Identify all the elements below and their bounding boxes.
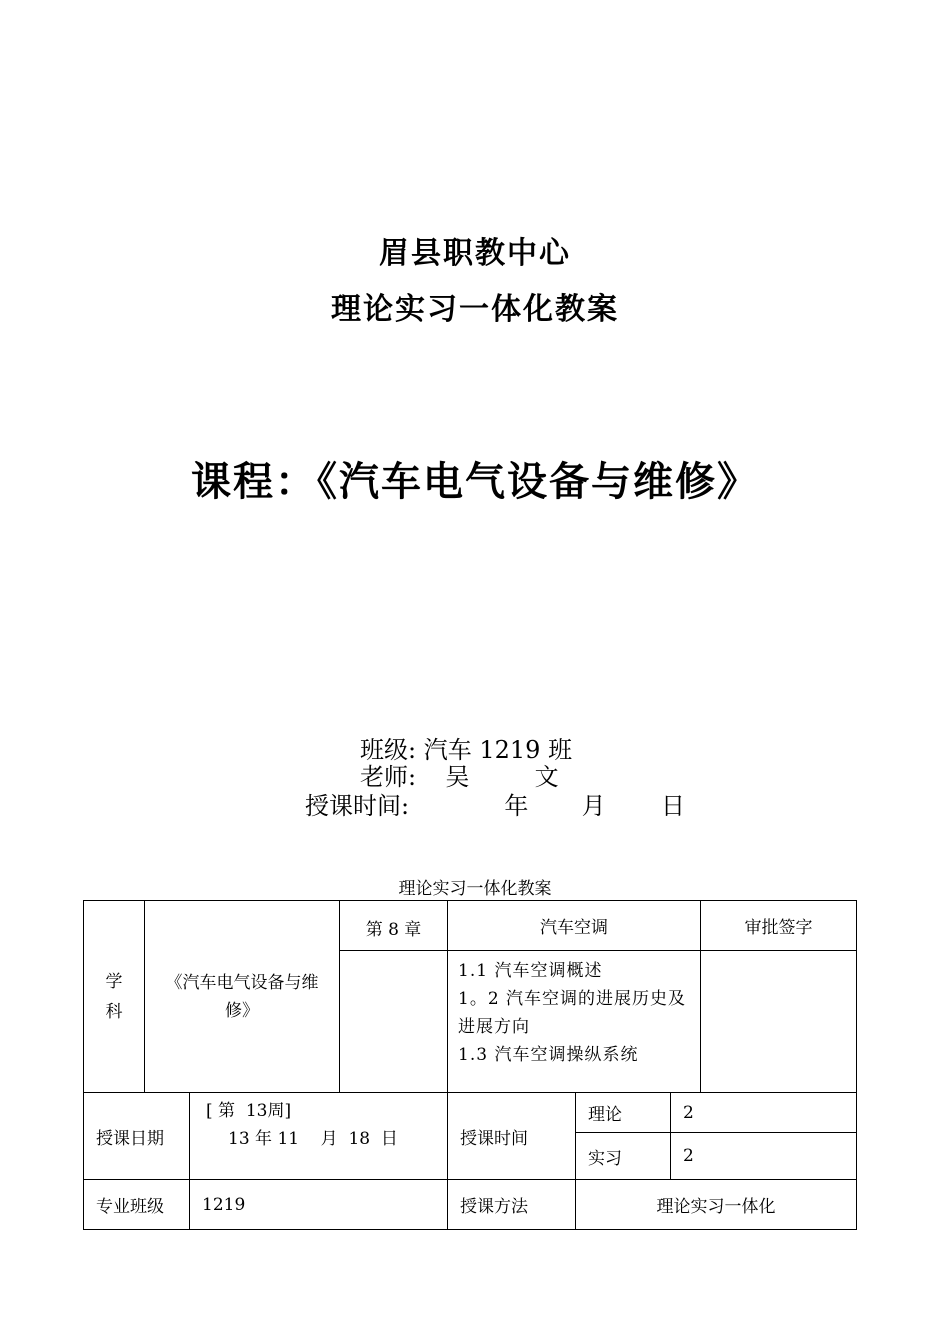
chapter-title: 汽车空调 (540, 918, 608, 938)
month-unit: 月 (581, 792, 606, 820)
class-label: 班级: (360, 736, 417, 764)
week-number: [ 第 13周] (206, 1101, 292, 1121)
chapter-title-cell (448, 901, 701, 951)
theory-hours: 2 (683, 1102, 694, 1123)
subject-value-cell (145, 901, 340, 1093)
date-value-cell (190, 1093, 448, 1180)
subject-label-line-2: 科 (105, 1001, 123, 1022)
method-value: 理论实习一体化 (656, 1197, 776, 1217)
lesson-date: 13 年 11 月 18 日 (228, 1129, 398, 1149)
teacher-label: 老师: (360, 763, 417, 791)
chapter-number: 第 8 章 (365, 920, 422, 940)
class-value: 汽车 1219 班 (423, 736, 573, 764)
document-subtitle: 理论实习一体化教案 (331, 292, 619, 327)
chapter-blank-cell (340, 951, 448, 1093)
theory-label: 理论 (588, 1105, 622, 1125)
school-name: 眉县职教中心 (379, 236, 571, 271)
method-label-cell (448, 1180, 576, 1230)
date-label-cell (84, 1093, 190, 1180)
major-value: 1219 (202, 1194, 246, 1215)
hours-label: 授课时间 (460, 1128, 528, 1149)
day-unit: 日 (660, 792, 685, 820)
practice-label-cell (576, 1133, 671, 1180)
major-label-cell (84, 1180, 190, 1230)
lesson-plan-table (83, 900, 857, 1230)
method-label: 授课方法 (460, 1197, 528, 1217)
lesson-time-line (305, 786, 685, 821)
practice-hours: 2 (683, 1146, 694, 1166)
theory-hours-cell (671, 1093, 857, 1133)
teacher-surname: 吴 (445, 763, 470, 791)
subject-label-line-1: 学 (105, 971, 123, 992)
approval-label: 审批签字 (744, 918, 813, 938)
subject-label-cell (84, 901, 145, 1093)
method-value-cell (576, 1180, 857, 1230)
practice-hours-cell (671, 1133, 857, 1180)
subject-value-line-1: 《汽车电气设备与维 (165, 972, 319, 993)
practice-label: 实习 (588, 1148, 622, 1169)
year-unit: 年 (504, 792, 529, 820)
lesson-time-label: 授课时间: (305, 792, 410, 820)
approval-label-cell (701, 901, 857, 951)
teacher-given-name: 文 (534, 763, 559, 791)
topic-item: 1。2 汽车空调的进展历史及进展方向 (458, 989, 687, 1037)
theory-label-cell (576, 1093, 671, 1133)
major-value-cell (190, 1180, 448, 1230)
date-label: 授课日期 (96, 1128, 164, 1149)
chapter-cell (340, 901, 448, 951)
major-label: 专业班级 (96, 1197, 164, 1217)
topic-item: 1.1 汽车空调概述 (458, 961, 603, 981)
subject-value-line-2: 修》 (225, 1000, 259, 1021)
table-caption: 理论实习一体化教案 (398, 879, 552, 899)
hours-label-cell (448, 1093, 576, 1180)
course-title: 课程：《汽车电气设备与维修》 (191, 458, 759, 505)
approval-signature-cell (701, 951, 857, 1093)
topics-cell (448, 951, 701, 1093)
topic-item: 1.3 汽车空调操纵系统 (458, 1045, 639, 1065)
